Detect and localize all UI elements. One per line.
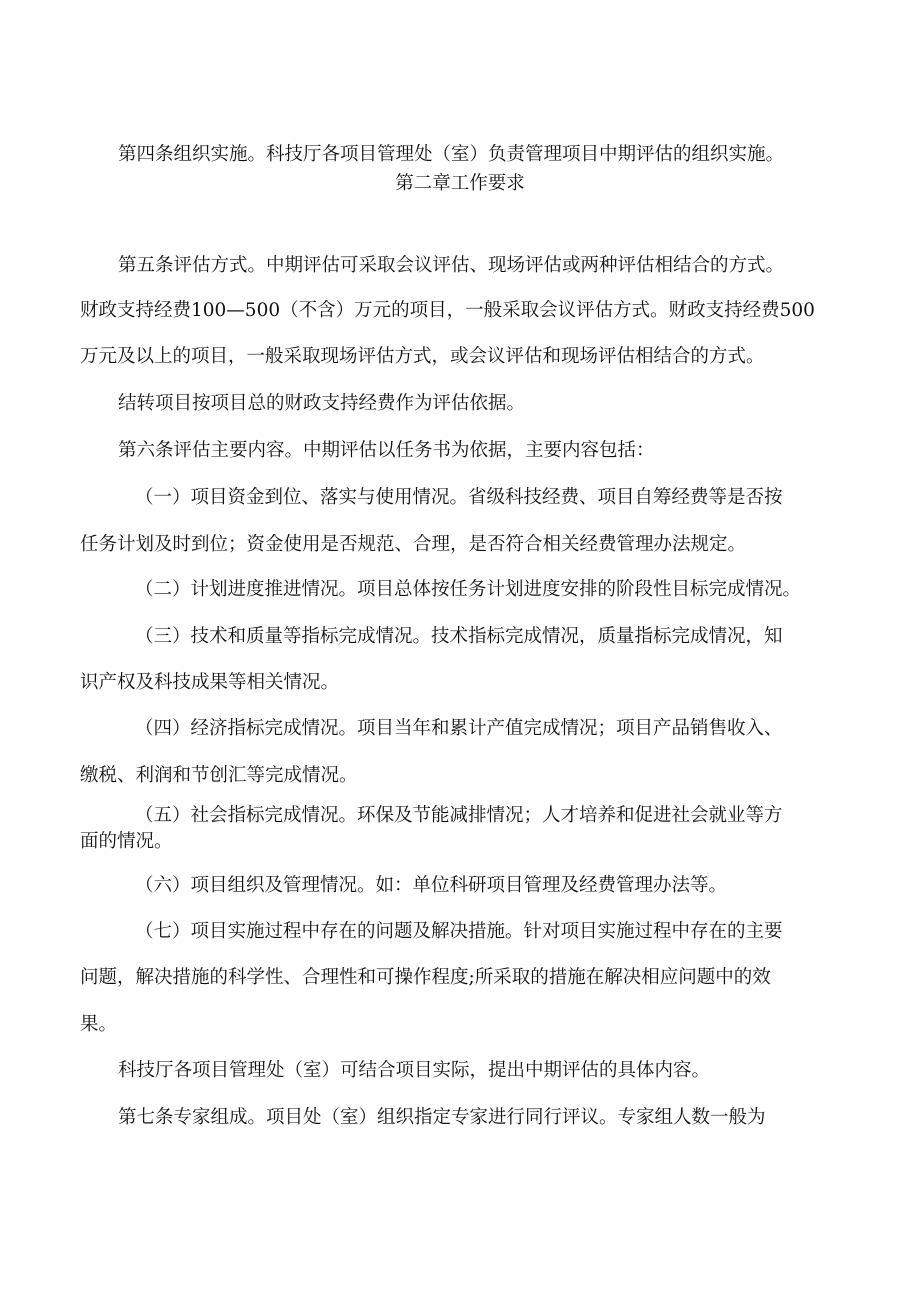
article-5-line-1: 第五条评估方式。中期评估可采取会议评估、现场评估或两种评估相结合的方式。	[118, 255, 785, 276]
carryover-note: 结转项目按项目总的财政支持经费作为评估依据。	[118, 393, 526, 414]
item-3-line-2: 识产权及科技成果等相关情况。	[80, 672, 340, 693]
article-5-line-2: 财政支持经费100—500（不含）万元的项目，一般采取会议评估方式。财政支持经费500	[80, 300, 815, 321]
item-7-line-1: （七）项目实施过程中存在的问题及解决措施。针对项目实施过程中存在的主要	[135, 921, 783, 942]
item-3-line-1: （三）技术和质量等指标完成情况。技术指标完成情况，质量指标完成情况，知	[135, 626, 783, 647]
item-6-line: （六）项目组织及管理情况。如：单位科研项目管理及经费管理办法等。	[135, 875, 728, 896]
article-6-line: 第六条评估主要内容。中期评估以任务书为依据，主要内容包括：	[118, 440, 655, 461]
item-5-line-1: （五）社会指标完成情况。环保及节能减排情况；人才培养和促进社会就业等方	[135, 805, 783, 826]
item-4-line-2: 缴税、利润和节创汇等完成情况。	[80, 765, 358, 786]
article-7-line: 第七条专家组成。项目处（室）组织指定专家进行同行评议。专家组人数一般为	[118, 1107, 766, 1128]
content-note: 科技厅各项目管理处（室）可结合项目实际，提出中期评估的具体内容。	[118, 1060, 711, 1081]
article-4-line: 第四条组织实施。科技厅各项目管理处（室）负责管理项目中期评估的组织实施。	[118, 144, 785, 165]
item-7-line-3: 果。	[80, 1014, 118, 1035]
item-1-line-1: （一）项目资金到位、落实与使用情况。省级科技经费、项目自筹经费等是否按	[135, 487, 783, 508]
chapter-2-heading: 第二章工作要求	[395, 173, 525, 194]
item-7-line-2: 问题，解决措施的科学性、合理性和可操作程度;所采取的措施在解决相应问题中的效	[80, 967, 771, 988]
article-5-line-3: 万元及以上的项目，一般采取现场评估方式，或会议评估和现场评估相结合的方式。	[80, 346, 765, 367]
item-5-line-2: 面的情况。	[80, 831, 173, 852]
item-2-line: （二）计划进度推进情况。项目总体按任务计划进度安排的阶段性目标完成情况。	[135, 579, 802, 600]
item-4-line-1: （四）经济指标完成情况。项目当年和累计产值完成情况；项目产品销售收入、	[135, 718, 783, 739]
item-1-line-2: 任务计划及时到位；资金使用是否规范、合理，是否符合相关经费管理办法规定。	[80, 534, 747, 555]
